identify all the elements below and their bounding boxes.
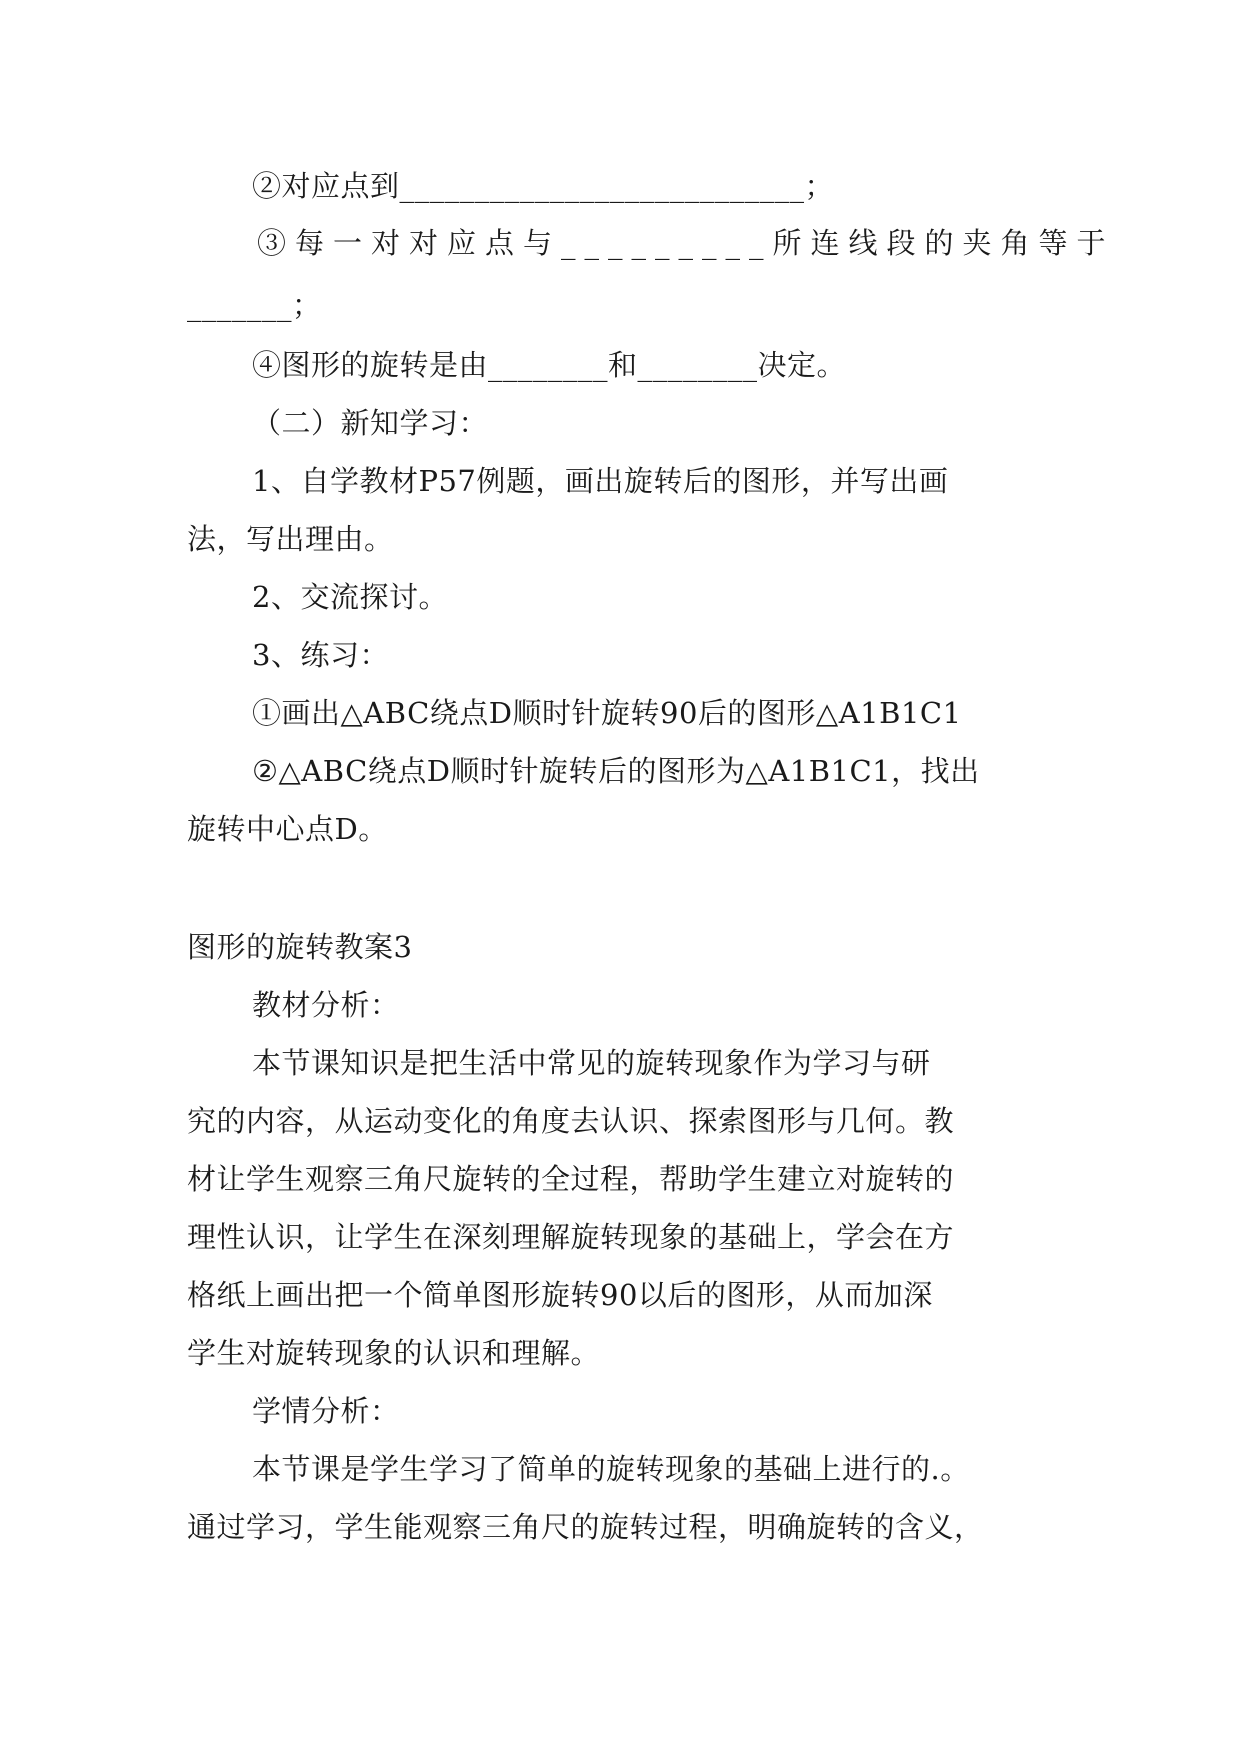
blank-item-2: ②对应点到___________________________； (252, 169, 835, 203)
paragraph-line: 材让学生观察三角尺旋转的全过程，帮助学生建立对旋转的 (187, 1162, 955, 1196)
blank-item-4: ④图形的旋转是由________和________决定。 (252, 348, 847, 382)
paragraph-line: 2、交流探讨。 (252, 580, 448, 614)
paragraph-line: 本节课是学生学习了简单的旋转现象的基础上进行的.。 (252, 1452, 970, 1486)
paragraph-line: 3、练习： (252, 638, 389, 672)
exercise-item-2-cont: 旋转中心点D。 (187, 812, 388, 846)
paragraph-line: 格纸上画出把一个简单图形旋转90以后的图形，从而加深 (187, 1278, 933, 1312)
section-heading-student-analysis: 学情分析： (252, 1394, 400, 1428)
exercise-item-1: ①画出△ABC绕点D顺时针旋转90后的图形△A1B1C1 (252, 696, 962, 730)
paragraph-line: 学生对旋转现象的认识和理解。 (187, 1336, 601, 1370)
paragraph-line: 本节课知识是把生活中常见的旋转现象作为学习与研 (252, 1046, 931, 1080)
exercise-item-2: ②△ABC绕点D顺时针旋转后的图形为△A1B1C1，找出 (252, 754, 980, 788)
blank-item-3: ③每一对对应点与_________所连线段的夹角等于 (257, 226, 1115, 260)
paragraph-line: 通过学习，学生能观察三角尺的旋转过程，明确旋转的含义， (187, 1510, 984, 1544)
paragraph-line: 1、自学教材P57例题，画出旋转后的图形，并写出画 (252, 464, 949, 498)
paragraph-line: 究的内容，从运动变化的角度去认识、探索图形与几何。教 (187, 1104, 955, 1138)
page-title: 图形的旋转教案3 (187, 930, 413, 964)
paragraph-line: 理性认识，让学生在深刻理解旋转现象的基础上，学会在方 (187, 1220, 955, 1254)
section-heading-new-knowledge: （二）新知学习： (252, 406, 489, 440)
paragraph-line: 法，写出理由。 (187, 522, 394, 556)
section-heading-material-analysis: 教材分析： (252, 988, 400, 1022)
blank-item-3-cont: _______； (187, 288, 322, 322)
